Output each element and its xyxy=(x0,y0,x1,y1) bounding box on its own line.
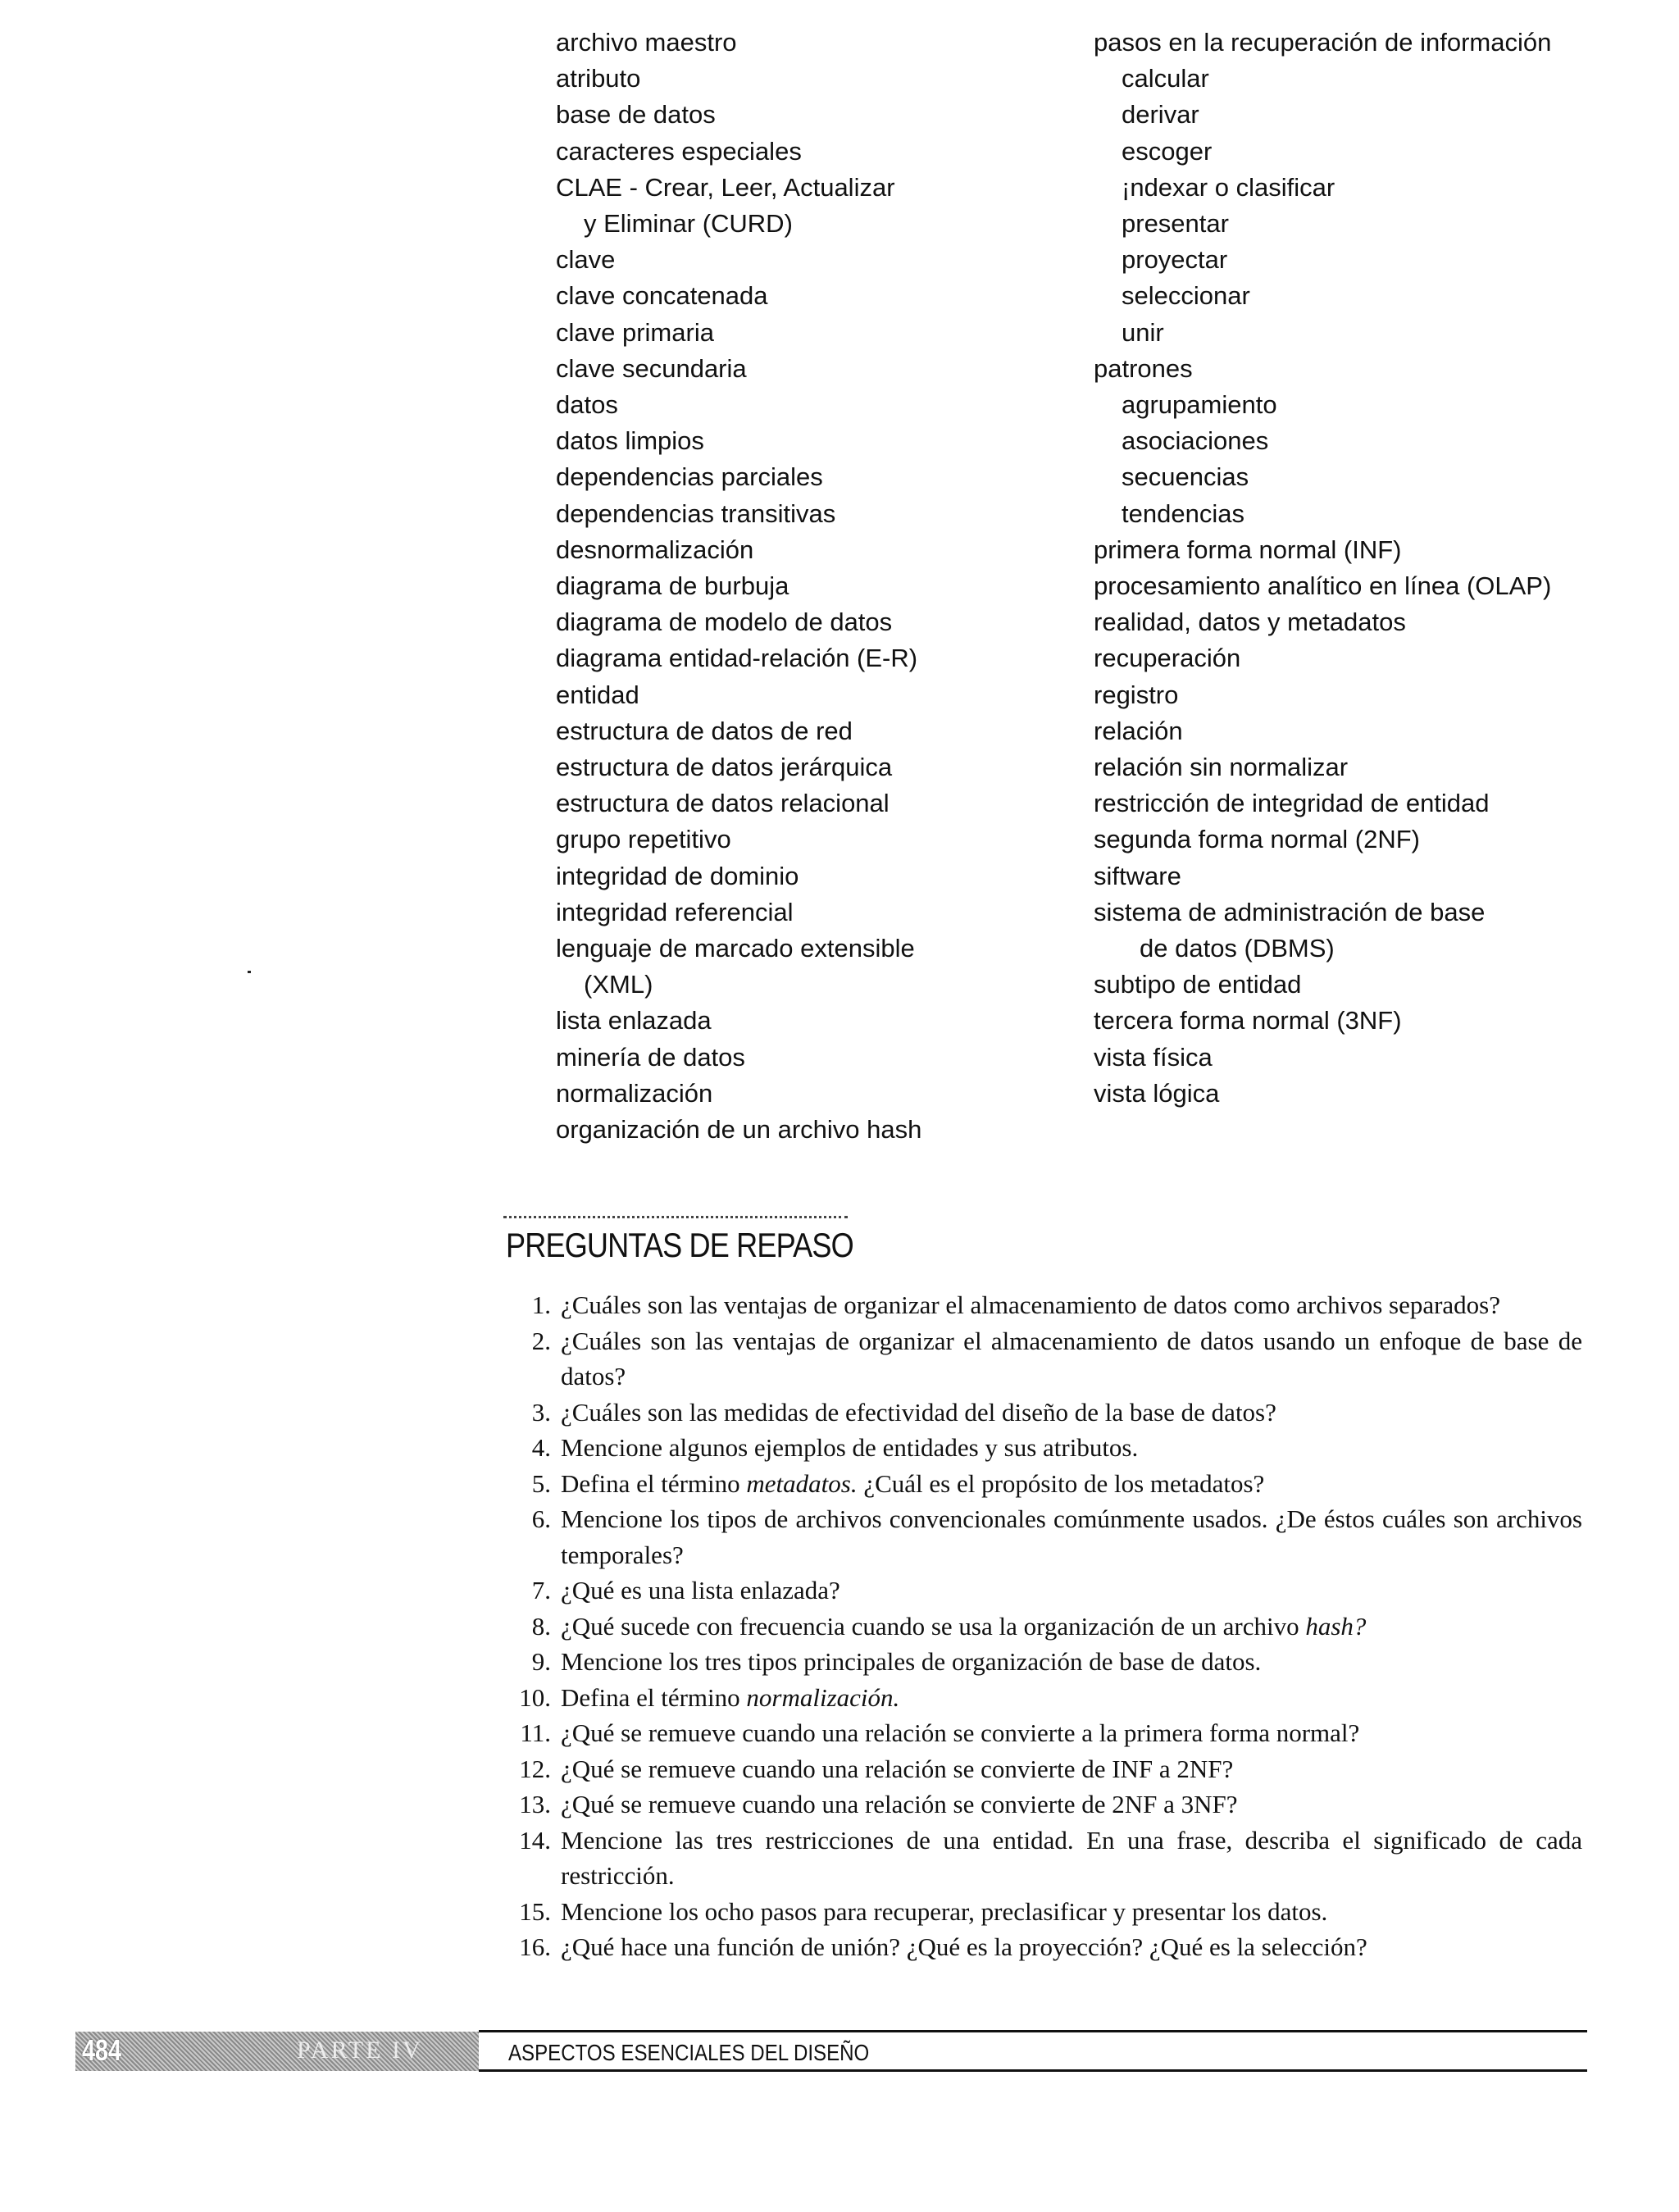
glossary-term: tercera forma normal (3NF) xyxy=(1094,1006,1402,1035)
question-text: Mencione los ocho pasos para recuperar, preclasificar y presentar los datos. xyxy=(561,1896,1328,1926)
question-number: 5. xyxy=(531,1468,551,1498)
question-number: 9. xyxy=(531,1647,551,1676)
glossary-term: vista lógica xyxy=(1094,1078,1220,1108)
review-question xyxy=(508,1751,1582,1787)
section-title: PREGUNTAS DE REPASO xyxy=(506,1226,853,1264)
glossary-term: base de datos xyxy=(556,100,716,130)
glossary-term: presentar xyxy=(1122,209,1229,239)
footer-rule-bottom xyxy=(479,2069,1587,2072)
question-text: ¿Cuáles son las medidas de efectividad del diseño de la base de datos? xyxy=(561,1397,1276,1427)
question-text: ¿Qué se remueve cuando una relación se convierte a la primera forma normal? xyxy=(561,1718,1360,1747)
glossary-right-column xyxy=(1094,25,1659,1112)
glossary-term: CLAE - Crear, Leer, Actualizar xyxy=(556,172,895,202)
glossary-term: clave concatenada xyxy=(556,281,768,311)
question-text: Mencione los tres tipos principales de organización de base de datos. xyxy=(561,1647,1262,1676)
glossary-term: de datos (DBMS) xyxy=(1140,934,1335,963)
glossary-term: organización de un archivo hash xyxy=(556,1115,922,1145)
glossary-term: asociaciones xyxy=(1122,426,1269,456)
footer-rule-top xyxy=(479,2030,1587,2032)
question-text-italic: metadatos. xyxy=(746,1468,858,1498)
glossary-term: seleccionar xyxy=(1122,281,1250,311)
glossary-term: agrupamiento xyxy=(1122,390,1277,420)
review-question xyxy=(508,1501,1582,1573)
review-question xyxy=(508,1680,1582,1716)
glossary-term: proyectar xyxy=(1122,245,1228,275)
glossary-term: subtipo de entidad xyxy=(1094,970,1302,999)
section-divider xyxy=(503,1216,848,1218)
glossary-term: datos limpios xyxy=(556,426,704,456)
question-text: ¿Cuáles son las ventajas de organizar el almacenamiento de datos usando un enfoque de base de datos? xyxy=(561,1326,1582,1390)
question-text-italic: normalización. xyxy=(746,1682,900,1712)
glossary-term: estructura de datos de red xyxy=(556,716,853,745)
question-text: Defina el término xyxy=(561,1468,747,1498)
question-text: ¿Qué sucede con frecuencia cuando se usa la organización de un archivo xyxy=(561,1611,1306,1641)
review-question xyxy=(508,1466,1582,1502)
glossary-left-column xyxy=(556,25,1081,1148)
glossary-term: clave primaria xyxy=(556,317,714,347)
glossary-term: vista física xyxy=(1094,1042,1213,1072)
glossary-term: escoger xyxy=(1122,136,1213,166)
question-number: 8. xyxy=(531,1611,551,1641)
question-number: 7. xyxy=(531,1576,551,1604)
glossary-term: lenguaje de marcado extensible xyxy=(556,934,915,963)
glossary-term: entidad xyxy=(556,680,639,709)
glossary-term: caracteres especiales xyxy=(556,136,802,166)
question-number: 12. xyxy=(519,1754,551,1783)
question-text: Mencione las tres restricciones de una entidad. En una frase, describa el significado de cada restricción. xyxy=(561,1825,1582,1890)
review-question xyxy=(508,1786,1582,1823)
review-question xyxy=(508,1395,1582,1431)
question-number: 13. xyxy=(519,1790,551,1818)
glossary-term: pasos en la recuperación de información xyxy=(1094,28,1552,57)
question-number: 15. xyxy=(519,1896,551,1926)
glossary-term: restricción de integridad de entidad xyxy=(1094,789,1490,818)
glossary-term: grupo repetitivo xyxy=(556,825,731,854)
page-number: 484 xyxy=(82,2033,122,2067)
glossary-term: procesamiento analítico en línea (OLAP) xyxy=(1094,571,1552,601)
glossary-term: secuencias xyxy=(1122,462,1249,492)
part-label: PARTE IV xyxy=(297,2037,423,2064)
glossary-term: diagrama de modelo de datos xyxy=(556,608,893,637)
question-number: 11. xyxy=(520,1718,551,1747)
glossary-term: primera forma normal (INF) xyxy=(1094,535,1402,564)
question-number: 16. xyxy=(519,1932,551,1961)
question-text: Mencione los tipos de archivos convencionales comúnmente usados. ¿De éstos cuáles son archivos temporales? xyxy=(561,1504,1582,1569)
glossary-term: calcular xyxy=(1122,64,1209,93)
glossary-term: realidad, datos y metadatos xyxy=(1094,608,1406,637)
question-text: ¿Qué es una lista enlazada? xyxy=(561,1576,840,1604)
review-question xyxy=(508,1430,1582,1466)
review-question xyxy=(508,1644,1582,1680)
glossary-term: tendencias xyxy=(1122,498,1244,528)
glossary-term: dependencias parciales xyxy=(556,462,823,492)
review-questions-list xyxy=(508,1287,1582,1965)
question-number: 3. xyxy=(531,1397,551,1427)
glossary-term: sistema de administración de base xyxy=(1094,897,1486,926)
glossary-term: integridad referencial xyxy=(556,897,794,926)
glossary-term: minería de datos xyxy=(556,1042,745,1072)
question-text: ¿Cuáles son las ventajas de organizar el almacenamiento de datos como archivos separados? xyxy=(561,1290,1501,1319)
glossary-term: dependencias transitivas xyxy=(556,498,836,528)
question-text: ¿Qué se remueve cuando una relación se convierte de 2NF a 3NF? xyxy=(561,1790,1238,1818)
glossary-term: derivar xyxy=(1122,100,1199,130)
question-text-italic: hash? xyxy=(1305,1611,1367,1641)
glossary-term: patrones xyxy=(1094,353,1193,383)
question-number: 4. xyxy=(531,1433,551,1462)
glossary-term: relación xyxy=(1094,716,1183,745)
glossary-term: estructura de datos relacional xyxy=(556,789,890,818)
review-question xyxy=(508,1929,1582,1965)
glossary-term: siftware xyxy=(1094,861,1181,890)
glossary-term: archivo maestro xyxy=(556,28,737,57)
glossary-term: datos xyxy=(556,390,618,420)
question-text: ¿Cuál es el propósito de los metadatos? xyxy=(857,1468,1265,1498)
review-question xyxy=(508,1573,1582,1609)
running-head: ASPECTOS ESENCIALES DEL DISEÑO xyxy=(508,2040,870,2065)
review-question xyxy=(508,1715,1582,1751)
question-number: 6. xyxy=(531,1504,551,1533)
glossary-term: diagrama de burbuja xyxy=(556,571,789,601)
question-number: 14. xyxy=(519,1825,551,1855)
question-number: 2. xyxy=(531,1326,551,1355)
glossary-term: diagrama entidad-relación (E-R) xyxy=(556,644,918,673)
review-question xyxy=(508,1823,1582,1894)
review-question xyxy=(508,1609,1582,1645)
glossary-term: ¡ndexar o clasificar xyxy=(1122,172,1335,202)
question-text: Mencione algunos ejemplos de entidades y sus atributos. xyxy=(561,1433,1139,1462)
glossary-term: (XML) xyxy=(584,970,653,999)
glossary-term: recuperación xyxy=(1094,644,1241,673)
glossary-term: relación sin normalizar xyxy=(1094,753,1349,782)
question-text: Defina el término xyxy=(561,1682,747,1712)
glossary-term: segunda forma normal (2NF) xyxy=(1094,825,1420,854)
glossary-term: desnormalización xyxy=(556,535,754,564)
glossary-term: integridad de dominio xyxy=(556,861,799,890)
review-question xyxy=(508,1323,1582,1395)
question-text: ¿Qué hace una función de unión? ¿Qué es la proyección? ¿Qué es la selección? xyxy=(561,1932,1367,1961)
glossary-term: clave xyxy=(556,245,616,275)
glossary-term: unir xyxy=(1122,317,1164,347)
review-question xyxy=(508,1894,1582,1930)
glossary-term: normalización xyxy=(556,1078,713,1108)
glossary-term: clave secundaria xyxy=(556,353,747,383)
question-number: 10. xyxy=(519,1682,551,1712)
glossary-term: estructura de datos jerárquica xyxy=(556,753,893,782)
glossary-term: atributo xyxy=(556,64,641,93)
question-text: ¿Qué se remueve cuando una relación se convierte de INF a 2NF? xyxy=(561,1754,1234,1783)
question-number: 1. xyxy=(531,1290,551,1319)
glossary-term: lista enlazada xyxy=(556,1006,712,1035)
glossary-term: y Eliminar (CURD) xyxy=(584,209,793,239)
scan-speck xyxy=(248,971,251,973)
glossary-term: registro xyxy=(1094,680,1179,709)
review-question xyxy=(508,1287,1582,1323)
